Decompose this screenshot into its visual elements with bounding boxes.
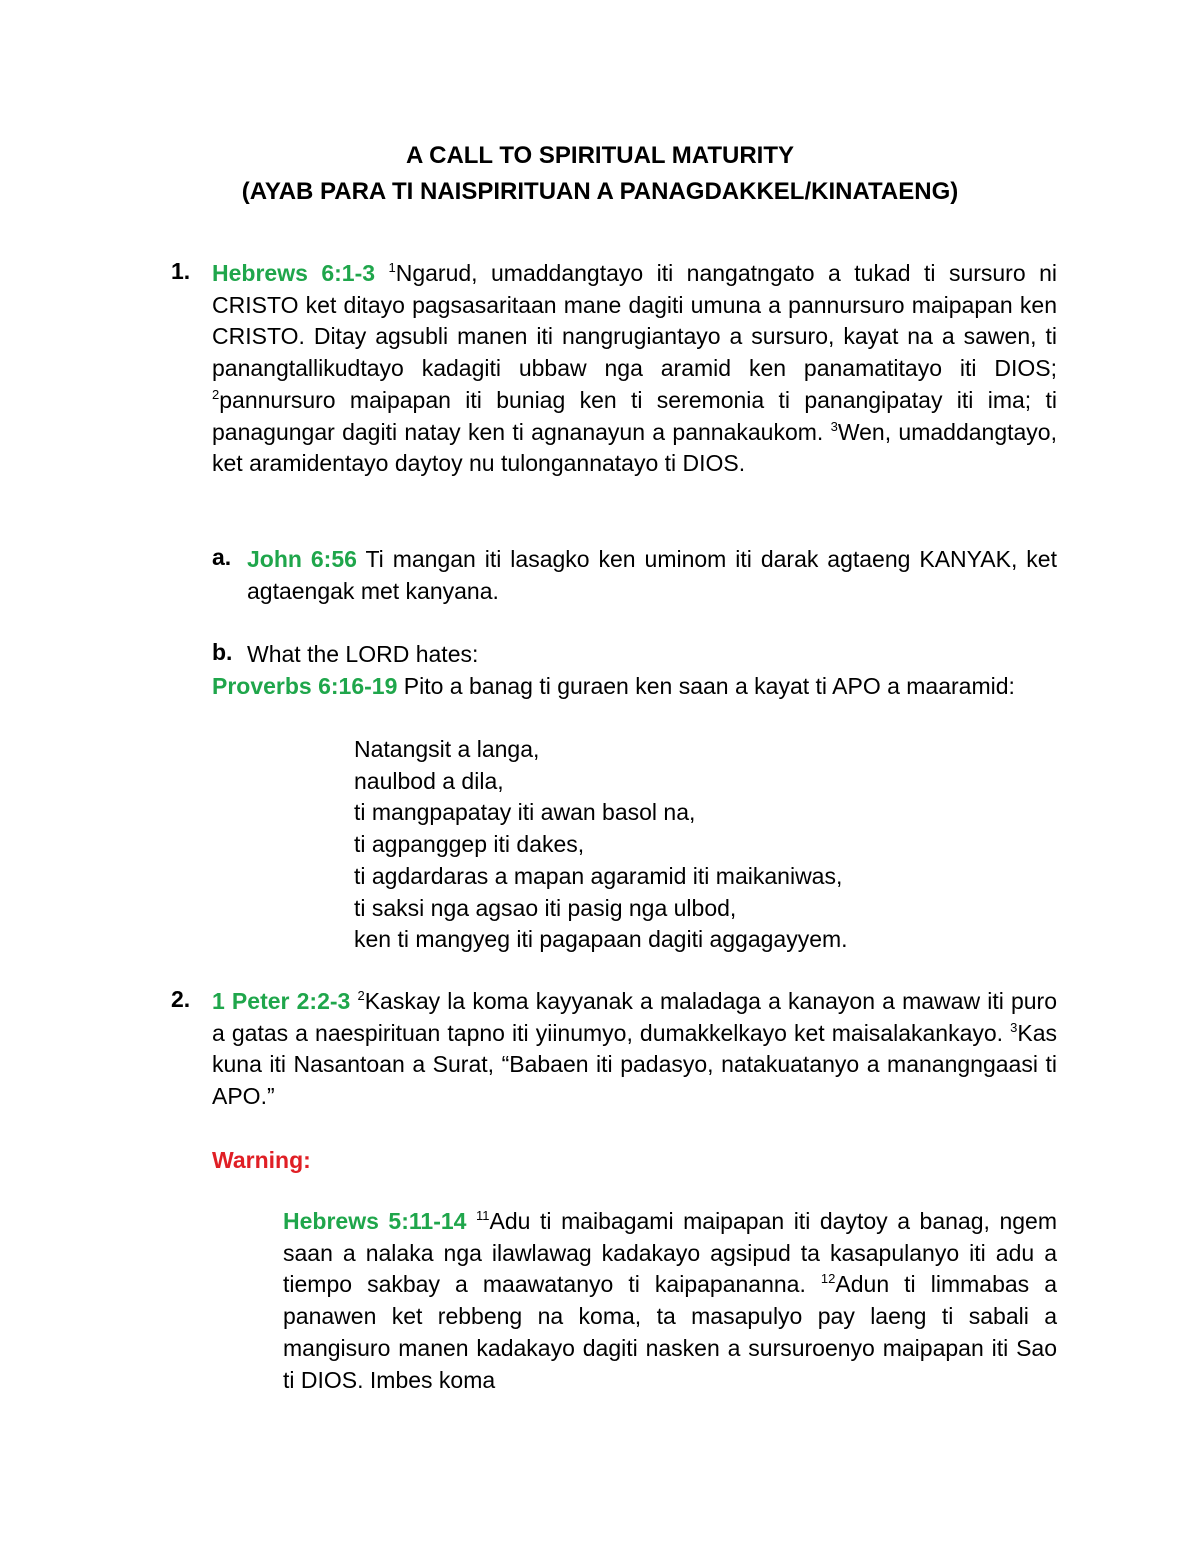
verse-text: Ngarud, umaddangtayo iti nangatngato a tukad ti sursuro ni CRISTO ket ditayo pagsasaritaan mane dagiti umuna a pannursuro maipapan ken CRISTO. Ditay agsubli manen iti nangrugiantayo a sursuro, kayat na a sawen, ti panangtallikudtayo kadagiti ubbaw nga aramid ken panamatitayo iti DIOS; — [212, 260, 1057, 382]
verse-text: pannursuro maipapan iti buniag ken ti seremonia ti panangipatay iti ima; ti panagungar dagiti natay ken ti agnanayun a pannakaukom. — [212, 386, 1057, 445]
scripture-reference: John 6:56 — [247, 546, 357, 572]
verse-text: Adun ti limmabas a panawen ket rebbeng na koma, ta masapulyo pay laeng ti sabali a mangisuro manen kadakayo dagiti nasken a sursuroenyo maipapan iti Sao ti DIOS. Imbes koma — [283, 1271, 1058, 1393]
item-1-paragraph — [212, 258, 1057, 480]
verse-text: Pito a banag ti guraen ken saan a kayat ti APO a maaramid: — [403, 673, 1015, 699]
warning-heading: Warning: — [212, 1147, 311, 1173]
item-2-paragraph — [212, 986, 1057, 1113]
subitem-label-b: b. — [212, 639, 233, 665]
verse-text: Ti mangan iti lasagko ken uminom iti darak agtaeng KANYAK, ket agtaengak met kanyana. — [247, 546, 1057, 604]
list-item: ti agdardaras a mapan agaramid iti maikaniwas, — [354, 862, 843, 889]
scripture-reference: 1 Peter 2:2-3 — [212, 988, 351, 1014]
subitem-b-intro: What the LORD hates: — [247, 641, 479, 667]
verse-number: 2 — [212, 386, 220, 402]
scripture-reference: Hebrews 6:1-3 — [212, 260, 376, 286]
list-item: ti saksi nga agsao iti pasig nga ulbod, — [354, 894, 737, 921]
scripture-reference: Proverbs 6:16-19 — [212, 673, 398, 699]
document-title: A CALL TO SPIRITUAL MATURITY — [406, 142, 794, 169]
item-number-2: 2. — [171, 986, 191, 1012]
verse-text: Kas kuna iti Nasantoan a Surat, “Babaen iti padasyo, natakuatanyo a manangngaasi ti APO.” — [212, 1019, 1058, 1110]
list-item: naulbod a dila, — [354, 767, 504, 794]
item-number-1: 1. — [171, 258, 191, 284]
subitem-b-paragraph — [212, 671, 1057, 703]
verse-number: 2 — [357, 988, 365, 1003]
list-item: ti mangpapatay iti awan basol na, — [354, 799, 696, 826]
hebrews-5-paragraph — [283, 1206, 1057, 1396]
verse-number: 11 — [476, 1208, 490, 1223]
proverbs-list — [354, 734, 848, 956]
list-item: ken ti mangyeg iti pagapaan dagiti aggagayyem. — [354, 926, 848, 953]
list-item: Natangsit a langa, — [354, 736, 540, 762]
verse-text: Wen, umaddangtayo, ket aramidentayo daytoy nu tulongannatayo ti DIOS. — [212, 418, 1057, 477]
verse-number: 1 — [388, 260, 396, 275]
verse-number: 12 — [820, 1271, 836, 1287]
verse-number: 3 — [1010, 1019, 1018, 1035]
verse-number: 3 — [830, 418, 838, 434]
list-item: ti agpanggep iti dakes, — [354, 831, 585, 858]
document-subtitle: (AYAB PARA TI NAISPIRITUAN A PANAGDAKKEL/KINATAENG) — [241, 178, 959, 205]
verse-text: Adu ti maibagami maipapan iti daytoy a banag, ngem saan a nalaka nga ilawlawag kadakayo agsipud ta kasapulanyo iti adu a tiempo sakbay a maawatanyo ti kaipapananna. — [283, 1208, 1057, 1298]
subitem-a-paragraph — [247, 544, 1057, 607]
verse-text: Kaskay la koma kayyanak a maladaga a kanayon a mawaw iti puro a gatas a naespirituan tapno iti yiinumyo, dumakkelkayo ket maisalakankayo. — [212, 988, 1057, 1046]
scripture-reference: Hebrews 5:11-14 — [283, 1208, 467, 1234]
subitem-label-a: a. — [212, 544, 232, 570]
